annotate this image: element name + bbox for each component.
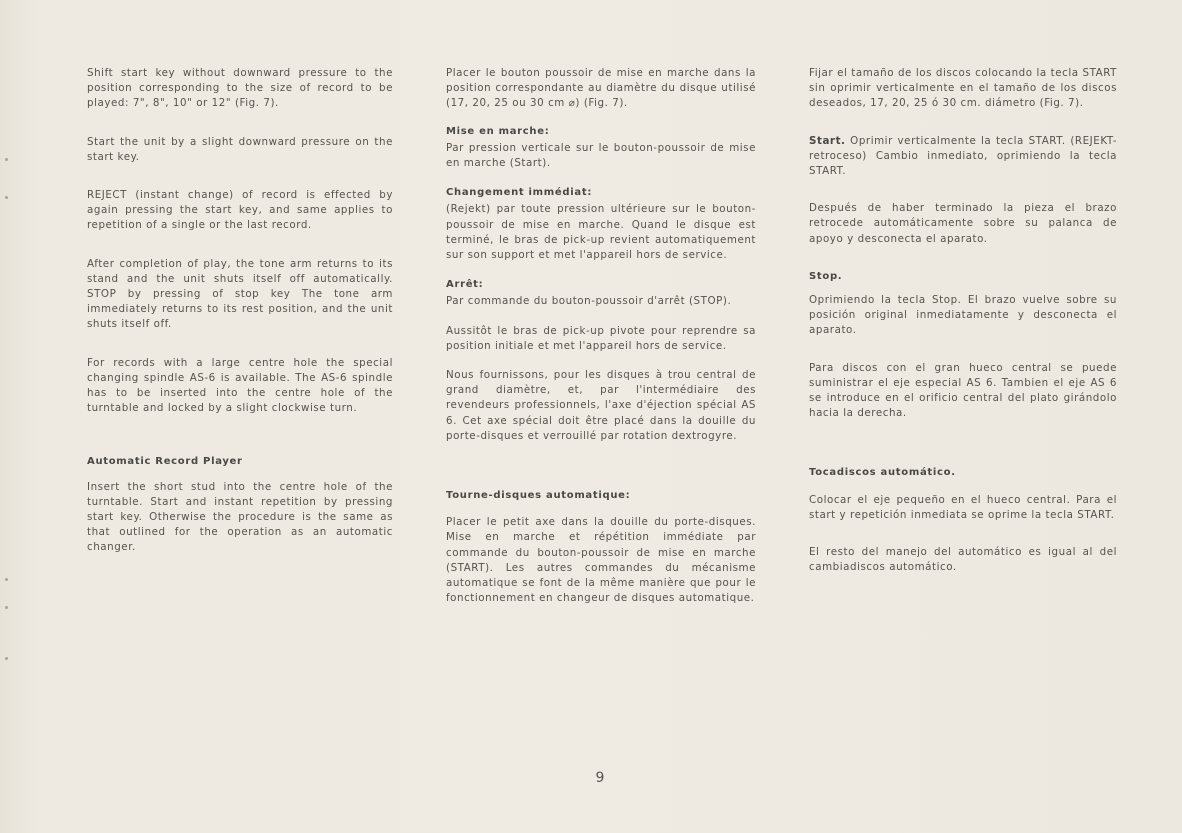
- fr-paragraph-start: Par pression verticale sur le bouton-poussoir de mise en marche (Start).: [446, 141, 756, 170]
- fr-heading-start: Mise en marche:: [446, 125, 550, 137]
- fr-paragraph-stop: Par commande du bouton-poussoir d'arrêt (STOP).: [446, 295, 732, 308]
- es-paragraph-start: [809, 134, 1117, 180]
- es-paragraph-size-selection: Fijar el tamaño de los discos colocando la tecla START sin oprimir verticalmente en el tamaño de los discos deseados, 17, 20, 25 ó 30 cm. diámetro (Fig. 7).: [809, 67, 1117, 110]
- spanish-column: [809, 66, 1117, 575]
- es-heading-stop: Stop.: [809, 270, 843, 282]
- fr-heading-stop: Arrêt:: [446, 279, 484, 291]
- en-paragraph-stop: After completion of play, the tone arm returns to its stand and the unit shuts itself off automatically. STOP by pressing of stop key The tone arm immediately returns to its rest position, and the unit shuts itself off.: [87, 257, 393, 331]
- es-heading-automatic: Tocadiscos automático.: [809, 467, 956, 479]
- binding-mark: [5, 578, 8, 581]
- binding-mark: [5, 158, 8, 161]
- en-paragraph-spindle: For records with a large centre hole the special changing spindle AS-6 is available. The AS-6 spindle has to be inserted into the centre hole of the turntable and locked by a slight clockwise turn.: [87, 356, 393, 415]
- french-column: [446, 66, 756, 606]
- fr-paragraph-size-selection: Placer le bouton poussoir de mise en marche dans la position correspondante au diamètre du disque utilisé (17, 20, 25 ou 30 cm ⌀) (Fig. 7).: [446, 67, 756, 110]
- fr-paragraph-automatic: Placer le petit axe dans la douille du porte-disques. Mise en marche et répétition immédiate par commande du bouton-poussoir de mise en marche (START). Les autres commandes du mécanisme automatique se font de la même manière que pour le fonctionnement en changeur de disques automatique.: [446, 516, 756, 605]
- fr-paragraph-arm-return: Aussitôt le bras de pick-up pivote pour reprendre sa position initiale et met l'appareil hors de service.: [446, 324, 756, 352]
- binding-mark: [5, 606, 8, 609]
- es-start-lead: Start.: [809, 134, 846, 147]
- en-paragraph-reject: REJECT (instant change) of record is effected by again pressing the start key, and same applies to repetition of a single or the last record.: [87, 189, 393, 232]
- es-paragraph-automatic: Colocar el eje pequeño en el hueco central. Para el start y repetición inmediata se oprime la tecla START.: [809, 493, 1117, 521]
- binding-mark: [5, 657, 8, 660]
- english-column: [87, 66, 393, 556]
- es-paragraph-rest: El resto del manejo del automático es igual al del cambiadiscos automático.: [809, 546, 1117, 574]
- en-heading-automatic-record-player: Automatic Record Player: [87, 456, 243, 468]
- fr-heading-change: Changement immédiat:: [446, 187, 593, 199]
- en-paragraph-start: Start the unit by a slight downward pressure on the start key.: [87, 135, 393, 163]
- es-start-text: Oprimir verticalmente la tecla START. (REJEKT-retroceso) Cambio inmediato, oprimiendo la tecla START.: [809, 134, 1117, 178]
- fr-paragraph-change: (Rejekt) par toute pression ultérieure sur le bouton-poussoir de mise en marche. Quand le disque est terminé, le bras de pick-up revient automatiquement sur son support et met l'appareil hors de service.: [446, 203, 756, 262]
- en-paragraph-size-selection: Shift start key without downward pressure to the position corresponding to the size of record to be played: 7", 8", 10" or 12" (Fig. 7).: [87, 67, 393, 110]
- fr-paragraph-spindle: Nous fournissons, pour les disques à trou central de grand diamètre, et, par l'intermédiaire des revendeurs professionnels, l'axe d'éjection spécial AS 6. Cet axe spécial doit être placé dans la douille du porte-disques et verrouillé par rotation dextrogyre.: [446, 369, 756, 442]
- binding-mark: [5, 196, 8, 199]
- es-paragraph-arm-return: Después de haber terminado la pieza el brazo retrocede automáticamente sobre su palanca de apoyo y desconecta el aparato.: [809, 202, 1117, 245]
- en-paragraph-automatic: Insert the short stud into the centre hole of the turntable. Start and instant repetition by pressing start key. Otherwise the procedure is the same as that outlined for the operation as an automatic changer.: [87, 480, 393, 554]
- es-paragraph-stop: Oprimiendo la tecla Stop. El brazo vuelve sobre su posición original inmediatamente y desconecta el aparato.: [809, 294, 1117, 337]
- fr-heading-automatic: Tourne-disques automatique:: [446, 490, 631, 502]
- es-paragraph-spindle: Para discos con el gran hueco central se puede suministrar el eje especial AS 6. Tambien el eje AS 6 se introduce en el orificio central del plato girándolo hacia la derecha.: [809, 361, 1117, 420]
- page-number: 9: [595, 770, 605, 786]
